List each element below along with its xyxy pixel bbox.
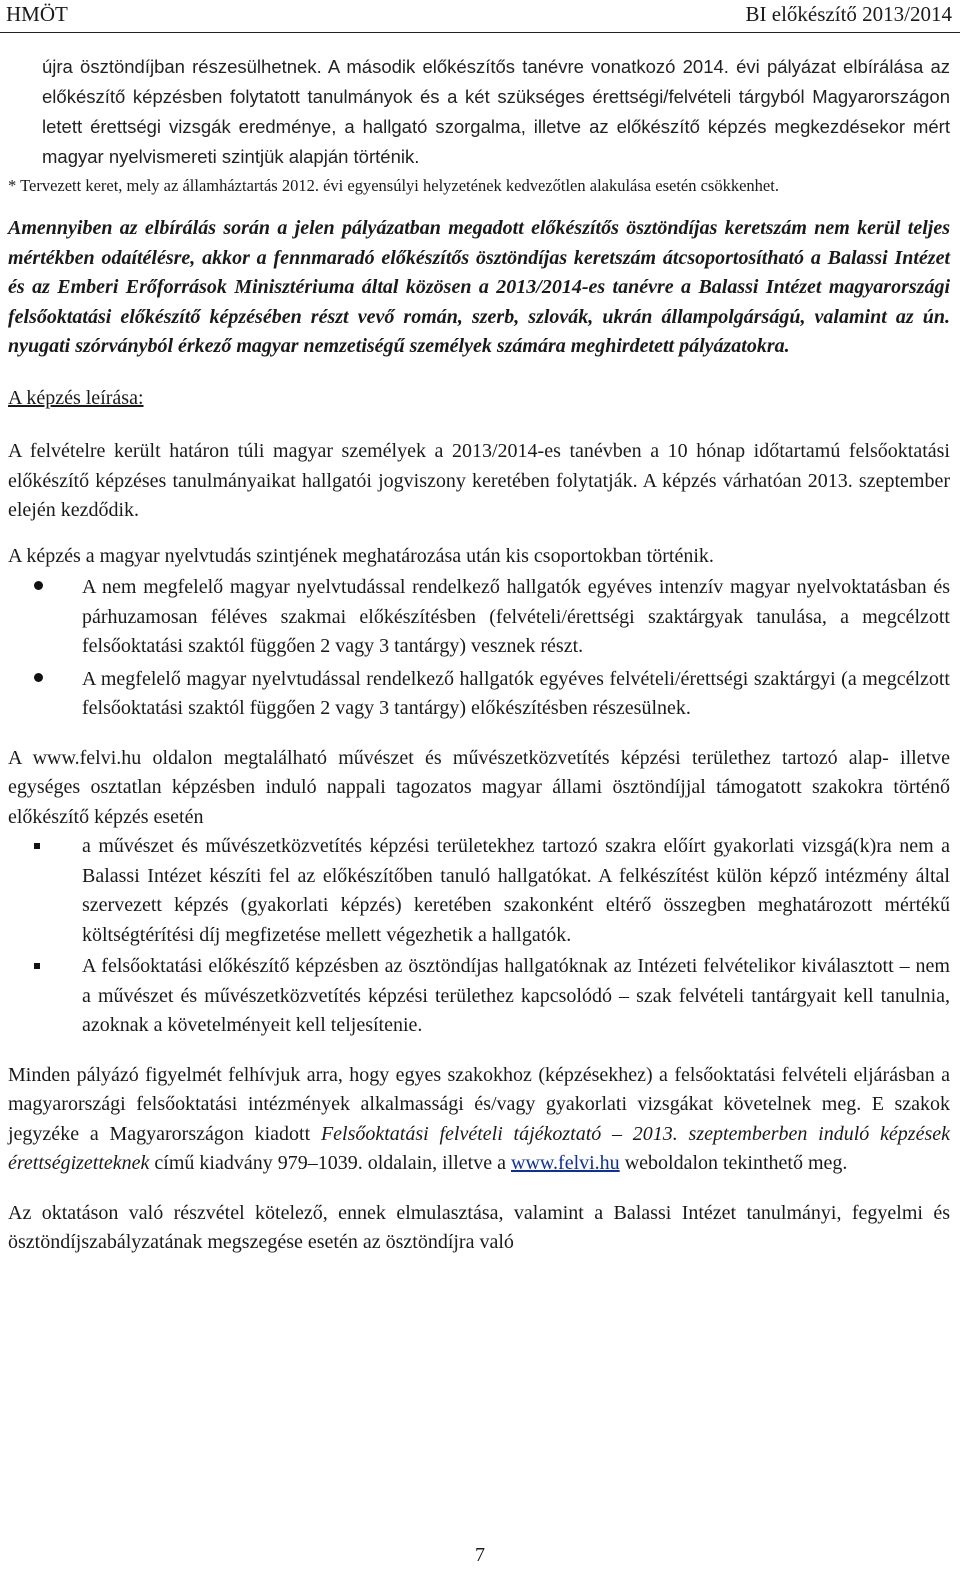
page-number: 7 <box>475 1544 485 1566</box>
description-paragraph-1: A felvételre került határon túli magyar személyek a 2013/2014-es tanévben a 10 hónap időtartamú felsőoktatási előkészítő képzéses tanulmányaikat hallgatói jogviszony keretében folytatják. A képzés várhatóan 2013. szeptember elején kezdődik. <box>8 440 950 521</box>
list-item <box>8 952 950 1041</box>
closing-paragraph: Az oktatáson való részvétel kötelező, ennek elmulasztása, valamint a Balassi Intézet tanulmányi, fegyelmi és ösztöndíjszabályzatának megszegése esetén az ösztöndíjra való <box>8 1201 950 1253</box>
attention-text-middle: című kiadvány 979–1039. oldalain, illetve a <box>149 1152 511 1174</box>
language-level-list <box>8 573 950 724</box>
intro-block <box>8 52 950 172</box>
list-item-text: A nem megfelelő magyar nyelvtudással rendelkező hallgatók egyéves intenzív magyar nyelvoktatásban és párhuzamosan féléves szakmai előkészítésben (felvételi/érettségi szaktárgyak tanulása, a megcélzott felsőoktatási szaktól függően 2 vagy 3 tantárgy) vesznek részt. <box>82 576 950 657</box>
attention-paragraph <box>8 1061 950 1179</box>
description-paragraph-2: A képzés a magyar nyelvtudás szintjének meghatározása után kis csoportokban történik. <box>8 544 714 567</box>
arts-list <box>8 832 950 1041</box>
list-item-text: A felsőoktatási előkészítő képzésben az ösztöndíjas hallgatóknak az Intézeti felvételikor kiválasztott – nem a művészet és művészetközvetítés képzési területhez kapcsolódó – szak felvételi tantárgyait kell tanulnia, azoknak a követelményeit kell teljesítenie. <box>82 955 950 1036</box>
list-item <box>8 832 950 950</box>
list-item <box>8 665 950 724</box>
square-bullet-icon <box>34 963 40 969</box>
list-item <box>8 573 950 662</box>
bullet-icon <box>34 581 43 590</box>
intro-paragraph: újra ösztöndíjban részesülhetnek. A második előkészítős tanévre vonatkozó 2014. évi pályázat elbírálása az előkészítő képzésben folytatott tanulmányok és a két szükséges érettségi/felvételi tárgyból Magyarországon letett érettségi vizsgák eredménye, a hallgató szorgalma, illetve az előkészítő képzés megkezdésekor mért magyar nyelvismereti szintjük alapján történik. <box>42 56 950 167</box>
section-title-text: A képzés leírása: <box>8 386 144 409</box>
arts-intro-paragraph: A www.felvi.hu oldalon megtalálható művészet és művészetközvetítés képzési területhez tartozó alap- illetve egységes osztatlan képzésben induló nappali tagozatos magyar állami ösztöndíjjal támogatott szakokra történő előkészítő képzés esetén <box>8 746 950 828</box>
header-left: HMÖT <box>6 2 68 26</box>
notice-paragraph: Amennyiben az elbírálás során a jelen pályázatban megadott előkészítős ösztöndíjas keretszám nem kerül teljes mértékben odaítélésre, akkor a fennmaradó előkészítős ösztöndíjas keretszám átcsoportosítható a Balassi Intézet és az Emberi Erőforrások Minisztériuma által közösen a 2013/2014-es tanévre a Balassi Intézet magyarországi felsőoktatási előkészítő képzésében részt vevő román, szerb, szlovák, ukrán állampolgárságú, valamint az ún. nyugati szórványból érkező magyar nemzetiségű személyek számára meghirdetett pályázatokra. <box>8 217 950 357</box>
page-content <box>8 52 950 1258</box>
page-header <box>0 0 960 33</box>
attention-text-start: Minden pályázó figyelmét felhívjuk arra, hogy egyes szakokhoz (képzésekhez) a felsőoktatási felvételi eljárásban a magyarországi felsőoktatási intézmények alkalmassági és/vagy gyakorlati vizsgákat követelnek meg. E szakok jegyzéke a Magyarországon kiadott <box>8 1063 950 1145</box>
header-right: BI előkészítő 2013/2014 <box>745 2 952 26</box>
bullet-icon <box>34 673 43 682</box>
list-item-text: a művészet és művészetközvetítés képzési területekhez tartozó szakra előírt gyakorlati vizsgá(k)ra nem a Balassi Intézet készíti fel az előkészítőben tanuló hallgatókat. A felkészítést külön képző intézmény által szervezett képzés (gyakorlati képzés) keretében szakonként eltérő összegben meghatározott mértékű költségtérítési díj megfizetése mellett végezhetik a hallgatók. <box>82 835 950 946</box>
footnote: * Tervezett keret, mely az államháztartás 2012. évi egyensúlyi helyzetének kedvezőtlen alakulása esetén csökkenhet. <box>8 176 779 195</box>
attention-text-end: weboldalon tekinthető meg. <box>619 1152 848 1174</box>
felvi-link[interactable]: www.felvi.hu <box>511 1152 620 1174</box>
section-title <box>8 384 950 414</box>
publication-title: Felsőoktatási felvételi tájékoztató – 2013. szeptemberben induló képzések érettségizetteknek <box>8 1122 950 1174</box>
square-bullet-icon <box>34 843 40 849</box>
list-item-text: A megfelelő magyar nyelvtudással rendelkező hallgatók egyéves felvételi/érettségi szaktárgyi (a megcélzott felsőoktatási szaktól függően 2 vagy 3 tantárgy) előkészítésben részesülnek. <box>82 667 950 719</box>
